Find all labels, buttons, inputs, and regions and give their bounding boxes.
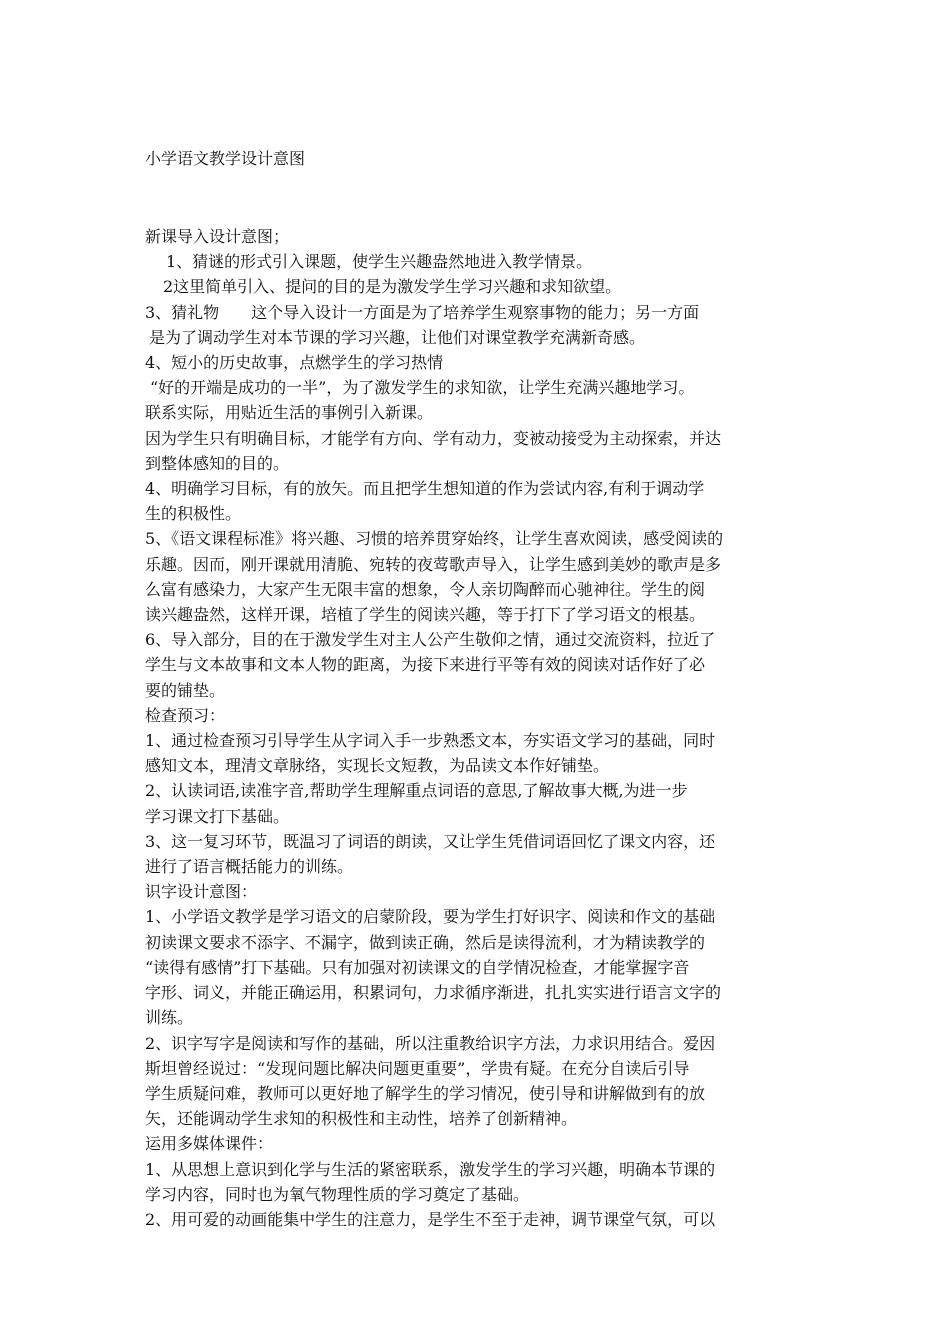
document-body — [145, 224, 815, 1232]
text-line: 1、小学语文教学是学习语文的启蒙阶段，要为学生打好识字、阅读和作文的基础 — [145, 907, 716, 927]
text-line: 学习课文打下基础。 — [145, 806, 290, 826]
text-line: 字形、词义，并能正确运用，积累词句，力求循序渐进，扎扎实实进行语言文字的 — [145, 983, 722, 1003]
text-line: 学习内容，同时也为氧气物理性质的学习奠定了基础。 — [145, 1184, 530, 1204]
text-line: 因为学生只有明确目标，才能学有方向、学有动力，变被动接受为主动探索，并达 — [145, 428, 722, 448]
text-line: 要的铺垫。 — [145, 680, 226, 700]
text-line: 初读课文要求不添字、不漏字，做到读正确，然后是读得流利，才为精读教学的 — [145, 932, 706, 952]
text-line: 识字设计意图： — [145, 882, 258, 902]
text-line: 么富有感染力，大家产生无限丰富的想象，令人亲切陶醉而心驰神往。学生的阅 — [145, 579, 706, 599]
text-line: 检查预习： — [145, 705, 226, 725]
text-line: 6、导入部分，目的在于激发学生对主人公产生敬仰之情，通过交流资料，拉近了 — [145, 630, 716, 650]
text-line: 学生与文本故事和文本人物的距离，为接下来进行平等有效的阅读对话作好了必 — [145, 655, 706, 675]
document-title: 小学语文教学设计意图 — [145, 149, 306, 168]
text-line: 5、《语文课程标准》将兴趣、习惯的培养贯穿始终，让学生喜欢阅读，感受阅读的 — [145, 529, 724, 549]
text-line: 2、用可爱的动画能集中学生的注意力，是学生不至于走神，调节课堂气氛，可以 — [145, 1209, 716, 1229]
text-line: 1、从思想上意识到化学与生活的紧密联系，激发学生的学习兴趣，明确本节课的 — [145, 1159, 716, 1179]
text-line: 4、明确学习目标，有的放矢。而且把学生想知道的作为尝试内容,有利于调动学 — [145, 479, 705, 499]
text-line: 3、这一复习环节，既温习了词语的朗读，又让学生凭借词语回忆了课文内容，还 — [145, 831, 716, 851]
text-line: 新课导入设计意图； — [145, 227, 290, 246]
text-line: 是为了调动学生对本节课的学习兴趣，让他们对课堂教学充满新奇感。 — [149, 327, 646, 347]
text-line: 矢，还能调动学生求知的积极性和主动性，培养了创新精神。 — [145, 1109, 578, 1129]
text-line: 乐趣。因而，刚开课就用清脆、宛转的夜莺歌声导入，让学生感到美妙的歌声是多 — [145, 554, 722, 574]
text-line: 1、猜谜的形式引入课题，使学生兴趣盎然地进入教学情景。 — [166, 252, 593, 272]
text-line: 1、通过检查预习引导学生从字词入手一步熟悉文本，夯实语文学习的基础，同时 — [145, 731, 716, 751]
text-line: 读兴趣盎然，这样开课，培植了学生的阅读兴趣，等于打下了学习语文的根基。 — [145, 605, 706, 625]
text-line: 2、认读词语,读准字音,帮助学生理解重点词语的意思,了解故事大概,为进一步 — [145, 781, 688, 801]
text-line: “读得有感情”打下基础。只有加强对初读课文的自学情况检查，才能掌握字音 — [145, 957, 690, 977]
text-line: 运用多媒体课件： — [145, 1134, 274, 1154]
text-line: 4、短小的历史故事，点燃学生的学习热情 — [145, 353, 444, 373]
text-line: 2、识字写字是阅读和写作的基础，所以注重教给识字方法，力求识用结合。爱因 — [145, 1033, 716, 1053]
text-line: 训练。 — [145, 1008, 194, 1028]
text-line: 斯坦曾经说过：“发现问题比解决问题更重要”，学贵有疑。在充分自读后引导 — [145, 1058, 690, 1078]
text-line: 到整体感知的目的。 — [145, 453, 290, 473]
text-line: 2这里简单引入、提问的目的是为激发学生学习兴趣和求知欲望。 — [163, 277, 622, 297]
text-line: 感知文本，理清文章脉络，实现长文短教，为品读文本作好铺垫。 — [145, 756, 610, 776]
text-line: 联系实际，用贴近生活的事例引入新课。 — [145, 403, 434, 423]
text-line: 学生质疑问难，教师可以更好地了解学生的学习情况，使引导和讲解做到有的放 — [145, 1083, 706, 1103]
text-line: “好的开端是成功的一半”，为了激发学生的求知欲，让学生充满兴趣地学习。 — [150, 378, 695, 398]
text-line: 进行了语言概括能力的训练。 — [145, 857, 354, 877]
text-line: 生的积极性。 — [145, 504, 242, 524]
text-line: 3、猜礼物 这个导入设计一方面是为了培养学生观察事物的能力；另一方面 — [145, 302, 700, 322]
